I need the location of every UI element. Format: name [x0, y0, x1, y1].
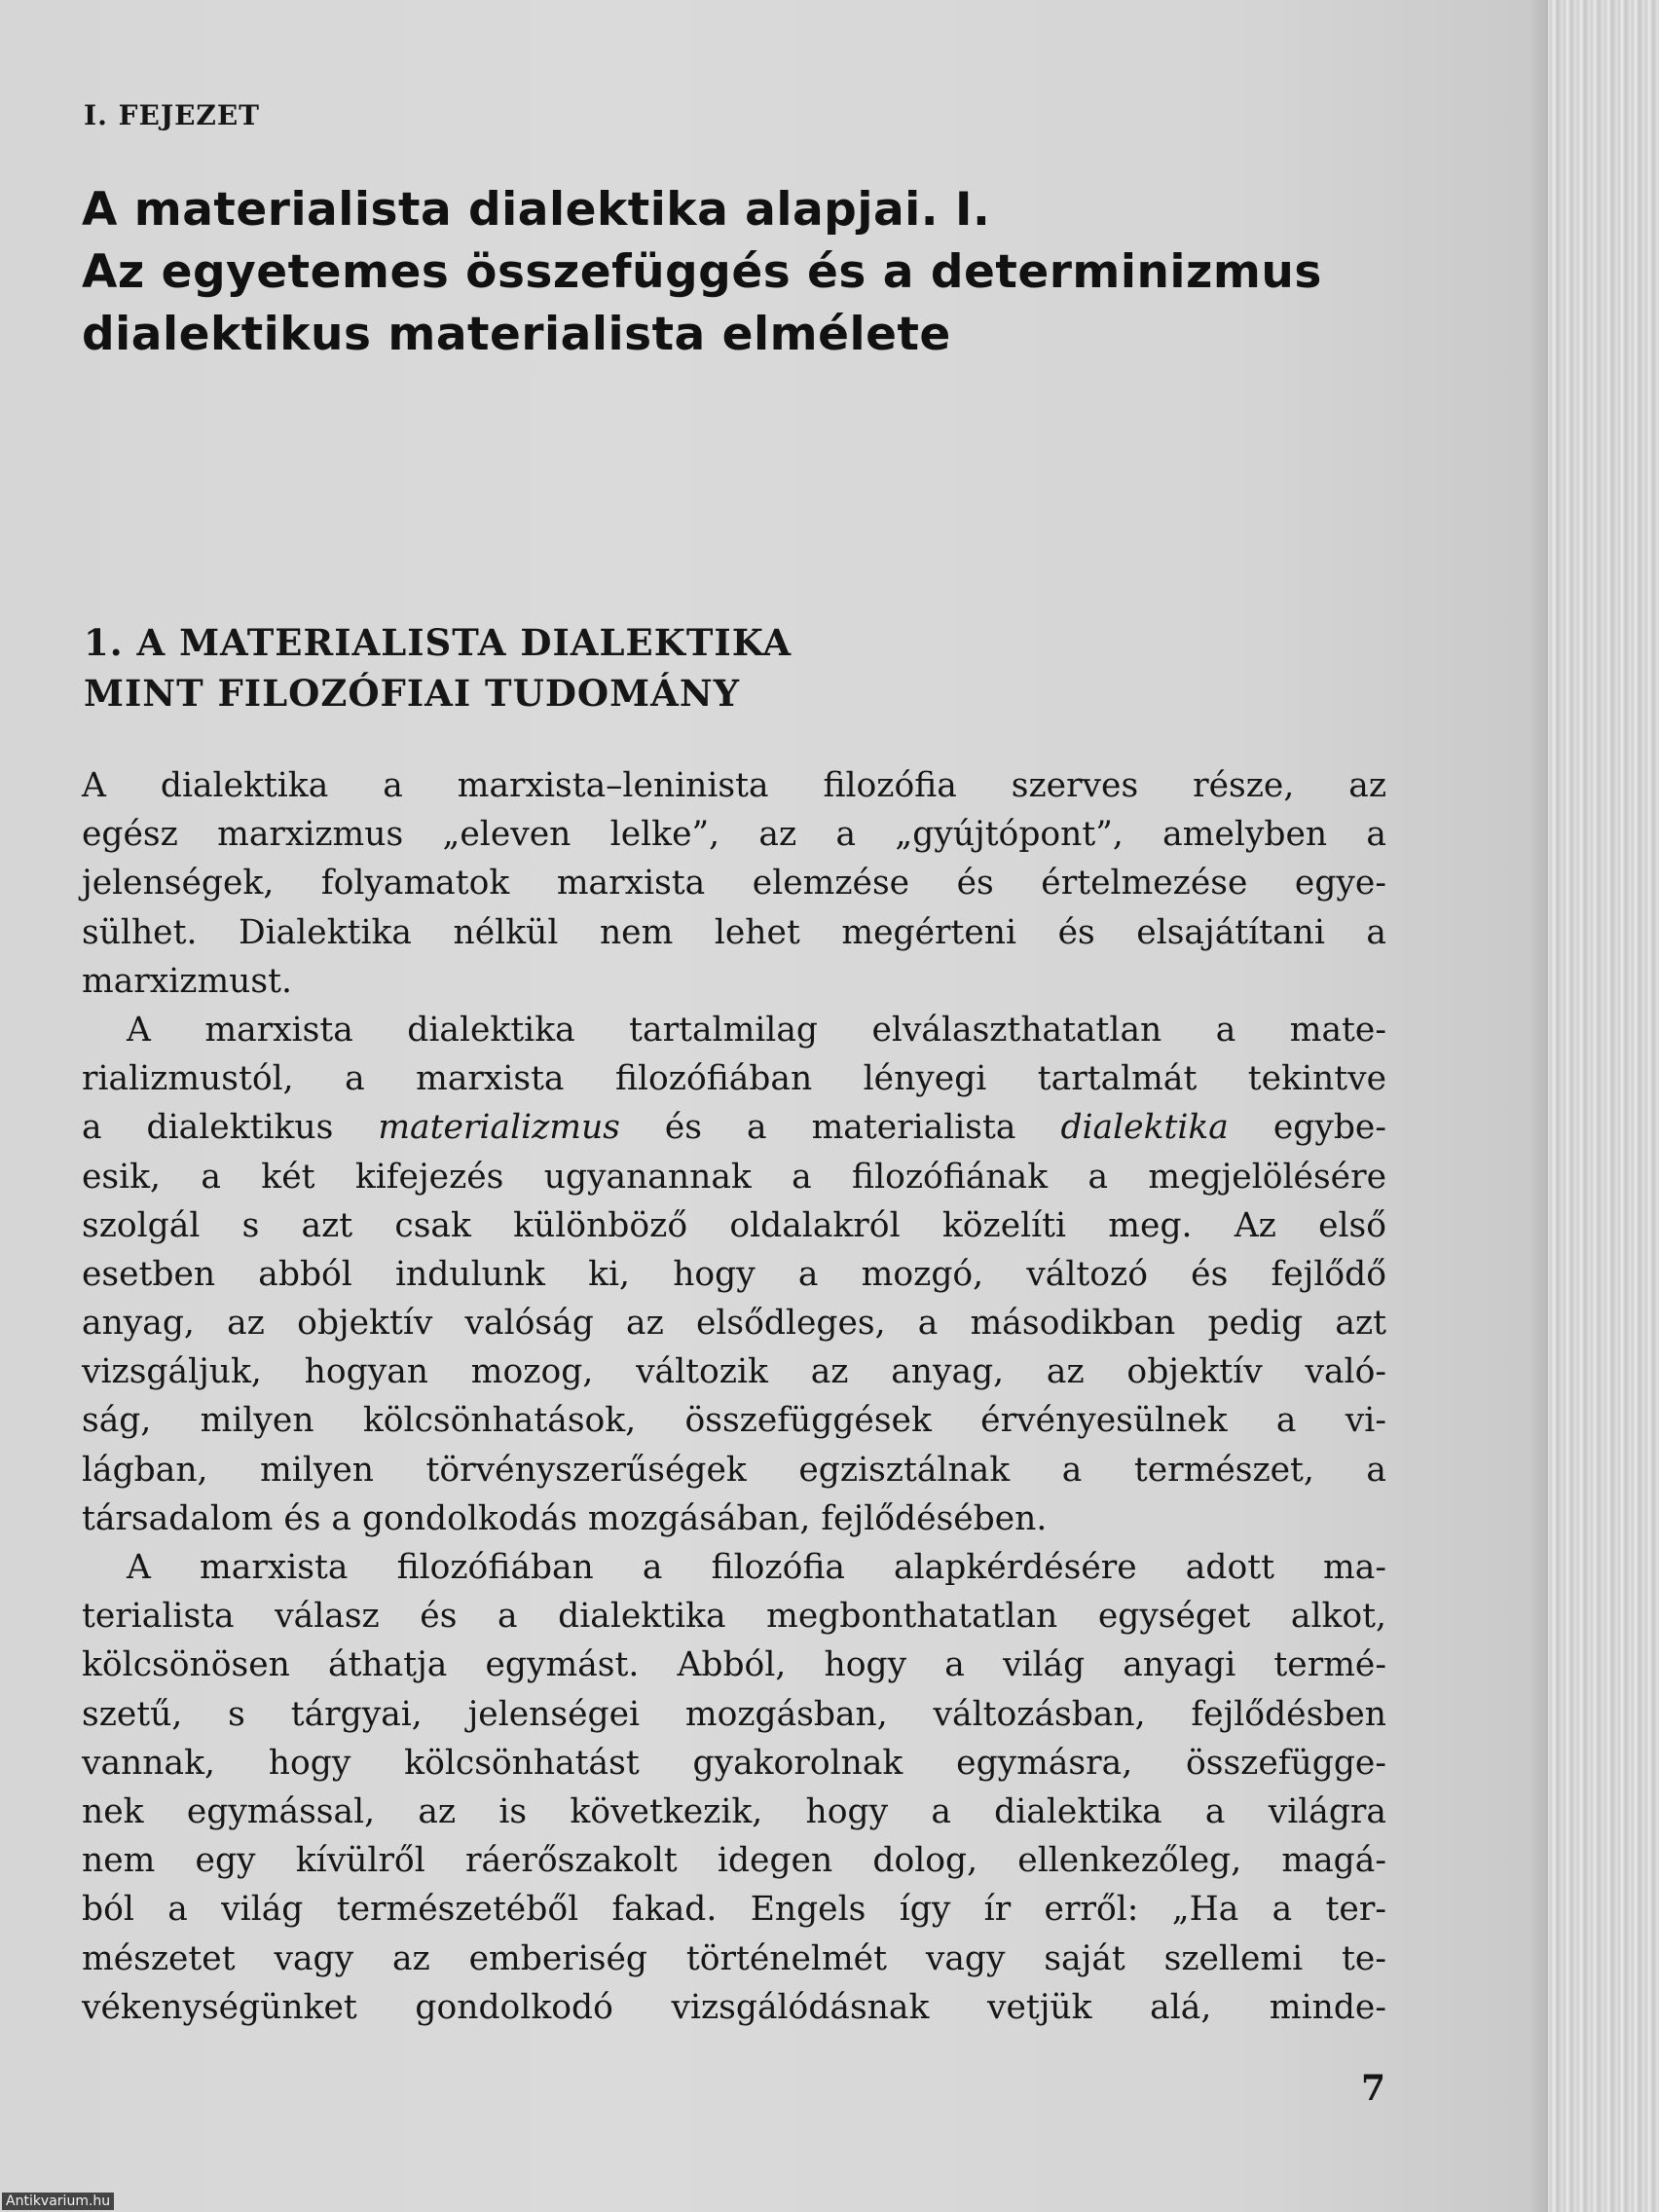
chapter-title	[82, 179, 1425, 366]
body-line: mészetet vagy az emberiség történelmét vagy saját szellemi te-	[82, 1938, 1386, 1978]
body-line: jelenségek, folyamatok marxista elemzése és értelmezése egye-	[82, 864, 1386, 903]
body-line: szolgál s azt csak különböző oldalakról közelíti meg. Az első	[82, 1205, 1386, 1245]
page-edges	[1548, 0, 1659, 2212]
body-line: ság, milyen kölcsönhatások, összefüggések érvényesülnek a vi-	[82, 1401, 1386, 1441]
body-line: A marxista filozófiában a filozófia alapkérdésére adott ma-	[127, 1548, 1386, 1587]
body-line: vizsgáljuk, hogyan mozog, változik az anyag, az objektív való-	[82, 1352, 1386, 1392]
chapter-title-line: A materialista dialektika alapjai. I.	[82, 183, 991, 237]
body-text-segment: a dialektikus	[82, 1108, 334, 1148]
body-line: A dialektika a marxista–leninista filozófia szerves része, az	[82, 766, 1386, 805]
section-title-line: MINT FILOZÓFIAI TUDOMÁNY	[84, 672, 741, 715]
body-line: marxizmust.	[82, 961, 292, 1001]
body-line: terialista válasz és a dialektika megbonthatatlan egységet alkot,	[82, 1597, 1386, 1637]
body-text-segment: egybe-	[1272, 1108, 1387, 1148]
body-line: A marxista dialektika tartalmilag elválaszthatatlan a mate-	[127, 1010, 1386, 1050]
body-line: vékenységünket gondolkodó vizsgálódásnak vetjük alá, minde-	[82, 1987, 1386, 2027]
body-line: anyag, az objektív valóság az elsődleges, a másodikban pedig azt	[82, 1304, 1386, 1344]
chapter-title-line: dialektikus materialista elmélete	[82, 308, 951, 361]
emphasis-materializmus: materializmus	[378, 1108, 620, 1148]
body-line: lágban, milyen törvényszerűségek egzisztálnak a természet, a	[82, 1450, 1386, 1490]
body-line: esetben abból indulunk ki, hogy a mozgó, változó és fejlődő	[82, 1254, 1386, 1294]
body-line: esik, a két kifejezés ugyanannak a filozófiának a megjelölésére	[82, 1157, 1386, 1197]
body-line: kölcsönösen áthatja egymást. Abból, hogy a világ anyagi termé-	[82, 1645, 1386, 1685]
body-line: rializmustól, a marxista filozófiában lényegi tartalmát tekintve	[82, 1059, 1386, 1099]
emphasis-dialektika: dialektika	[1060, 1108, 1229, 1148]
body-line: sülhet. Dialektika nélkül nem lehet megérteni és elsajátítani a	[82, 912, 1386, 952]
body-line: nem egy kívülről ráerőszakolt idegen dolog, ellenkezőleg, magá-	[82, 1841, 1386, 1881]
body-text	[82, 761, 1386, 2032]
body-text-segment: és a materialista	[664, 1108, 1016, 1148]
chapter-title-line: Az egyetemes összefüggés és a determinizmus	[82, 245, 1322, 299]
watermark: Antikvarium.hu	[2, 2193, 114, 2210]
body-line: egész marxizmus „eleven lelke”, az a „gyújtópont”, amelyben a	[82, 815, 1386, 855]
body-line-mixed	[82, 1103, 1386, 1152]
chapter-label: I. FEJEZET	[84, 99, 261, 131]
body-line: szetű, s tárgyai, jelenségei mozgásban, változásban, fejlődésben	[82, 1694, 1386, 1734]
body-line: vannak, hogy kölcsönhatást gyakorolnak egymásra, összefügge-	[82, 1743, 1386, 1783]
body-line: ból a világ természetéből fakad. Engels így ír erről: „Ha a ter-	[82, 1890, 1386, 1930]
page-number: 7	[1361, 2068, 1386, 2109]
section-title-line: 1. A MATERIALISTA DIALEKTIKA	[84, 621, 793, 664]
body-line: nek egymással, az is következik, hogy a dialektika a világra	[82, 1791, 1386, 1831]
body-line: társadalom és a gondolkodás mozgásában, fejlődésében.	[82, 1498, 1048, 1538]
section-title	[84, 617, 1252, 719]
